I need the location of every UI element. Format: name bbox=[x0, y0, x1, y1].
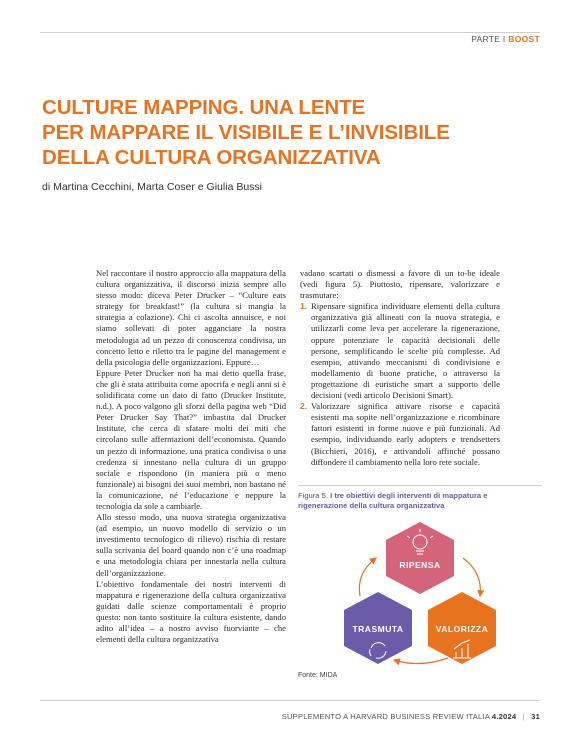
hexagon-trasmuta-label: TRASMUTA bbox=[352, 624, 404, 634]
paragraph: Nel raccontare il nostro approccio alla mappatura della cultura organizzativa, il discorso inizia sempre allo stesso modo: diceva Peter Drucker – “Culture eats strategy for breakfast!” (la cultura si mangia la strategia a colazione). Chi ci ascolta annuisce, e noi siamo sollevati di poter agganciare la nostra metodologia ad un pezzo di conoscenza condivisa, un concetto letto e riletto tra le pagine del management e della psicologia delle organizzazioni. Eppure… bbox=[96, 268, 286, 367]
body-column-left bbox=[96, 268, 286, 645]
paragraph: Allo stesso modo, una nuova strategia organizzativa (ad esempio, un nuovo modello di servizio o un investimento tecnologico di rilievo) rischia di restare sulla scrivania del board quando non c’è una roadmap e una metodologia chiara per innestarla nella cultura dell’organizzazione. bbox=[96, 512, 286, 578]
footer-publication: SUPPLEMENTO A HARVARD BUSINESS REVIEW ITALIA bbox=[281, 712, 490, 721]
bottom-rule bbox=[40, 700, 540, 701]
list-item-text: Valorizzare significa attivare risorse e capacità esistenti ma sopite nell’organizzazione e ricombinare fattori esistenti in forme nuove e più funzionali. Ad esempio, individuando early adopters e trendsetters (Bicchieri, 2016), e attivandoli affinché possano diffondere il cambiamento nella loro rete sociale. bbox=[311, 401, 500, 467]
section-highlight: BOOST bbox=[508, 34, 540, 44]
footer-separator: | bbox=[522, 712, 525, 721]
list-number: 1. bbox=[300, 301, 308, 312]
section-label: PARTE I bbox=[471, 34, 506, 44]
title-line-2: PER MAPPARE IL VISIBILE E L’INVISIBILE bbox=[42, 121, 450, 144]
body-column-right bbox=[300, 268, 500, 468]
article-title bbox=[42, 95, 542, 170]
section-tag bbox=[471, 34, 540, 44]
hexagon-diagram bbox=[298, 518, 542, 670]
list-number: 2. bbox=[300, 401, 308, 412]
arrow-trasmuta-ripensa bbox=[359, 558, 376, 596]
footer-issue: 4.2024 bbox=[491, 712, 517, 721]
list-item bbox=[300, 401, 500, 468]
title-line-1: CULTURE MAPPING. UNA LENTE bbox=[42, 96, 366, 119]
page-footer bbox=[282, 712, 540, 721]
arrow-valorizza-trasmuta bbox=[394, 658, 448, 664]
hexagon-valorizza-label: VALORIZZA bbox=[435, 624, 489, 634]
hexagon-trasmuta bbox=[344, 592, 412, 664]
figure-title: I tre obiettivi degli interventi di mappatura e rigenerazione della cultura organizzativa bbox=[298, 491, 488, 510]
paragraph: Eppure Peter Drucker non ha mai detto quella frase, che gli è stata attribuita come apocrifa e negli anni si è solidificata come un dato di fatto (Drucker Institute, n.d.). A poco valgono gli sforzi della pagina web “Did Peter Drucker Say That?” imbastita dal Drucker Institute, che cerca di sfatare molti dei miti che circolano sulle affermazioni dell’economista. Quando un pezzo di informazione, una pratica condivisa o una credenza si innestano nella cultura di un gruppo sociale e rispondono (in maniera più o meno funzionale) ai bisogni dei suoi membri, non bastano né la comunicazione, né l’educazione e neppure la tecnologia da sole a cambiarle. bbox=[96, 367, 286, 511]
paragraph: L’obiettivo fondamentale dei nostri interventi di mappatura e rigenerazione della cultura organizzativa guidati dalle scienze comportamentali è proprio questo: non tanto sostituire la cultura esistente, dando adito all’idea – a nostro avviso fuorviante – che elementi della cultura organizzativa bbox=[96, 578, 286, 645]
arrow-ripensa-valorizza bbox=[463, 558, 480, 596]
title-line-3: DELLA CULTURA ORGANIZZATIVA bbox=[42, 146, 381, 169]
page-number: 31 bbox=[531, 712, 540, 721]
paragraph-intro: vadano scartati o dismessi a favore di un to-be ideale (vedi figura 5). Piuttosto, ripensare, valorizzare e trasmutare: bbox=[300, 268, 500, 301]
hexagon-ripensa-shape bbox=[386, 522, 454, 594]
figure-caption bbox=[298, 491, 538, 510]
figure-rule bbox=[298, 485, 542, 486]
list-item bbox=[300, 301, 500, 401]
list-item-text: Ripensare significa individuare elementi della cultura organizzativa già allineati con la nuova strategia, e utilizzarli come leva per accelerare la rigenerazione, oppure potenziare le capacità decisionali delle persone, semplificando le scelte più complesse. Ad esempio, attivando meccanismi di condivisione e modellamento di buone pratiche, o attraverso la progettazione di euristiche smart a supporto delle decisioni (vedi articolo Decisioni Smart). bbox=[311, 301, 500, 401]
hexagon-ripensa bbox=[386, 522, 454, 594]
figure-label: Figura 5. bbox=[298, 491, 328, 500]
hexagon-valorizza bbox=[428, 592, 496, 664]
objectives-list bbox=[300, 301, 500, 467]
top-rule bbox=[40, 32, 540, 33]
figure-source: Fonte: MIDA bbox=[298, 672, 338, 679]
byline: di Martina Cecchini, Marta Coser e Giulia Bussi bbox=[42, 181, 262, 193]
hexagon-ripensa-label: RIPENSA bbox=[399, 560, 441, 570]
